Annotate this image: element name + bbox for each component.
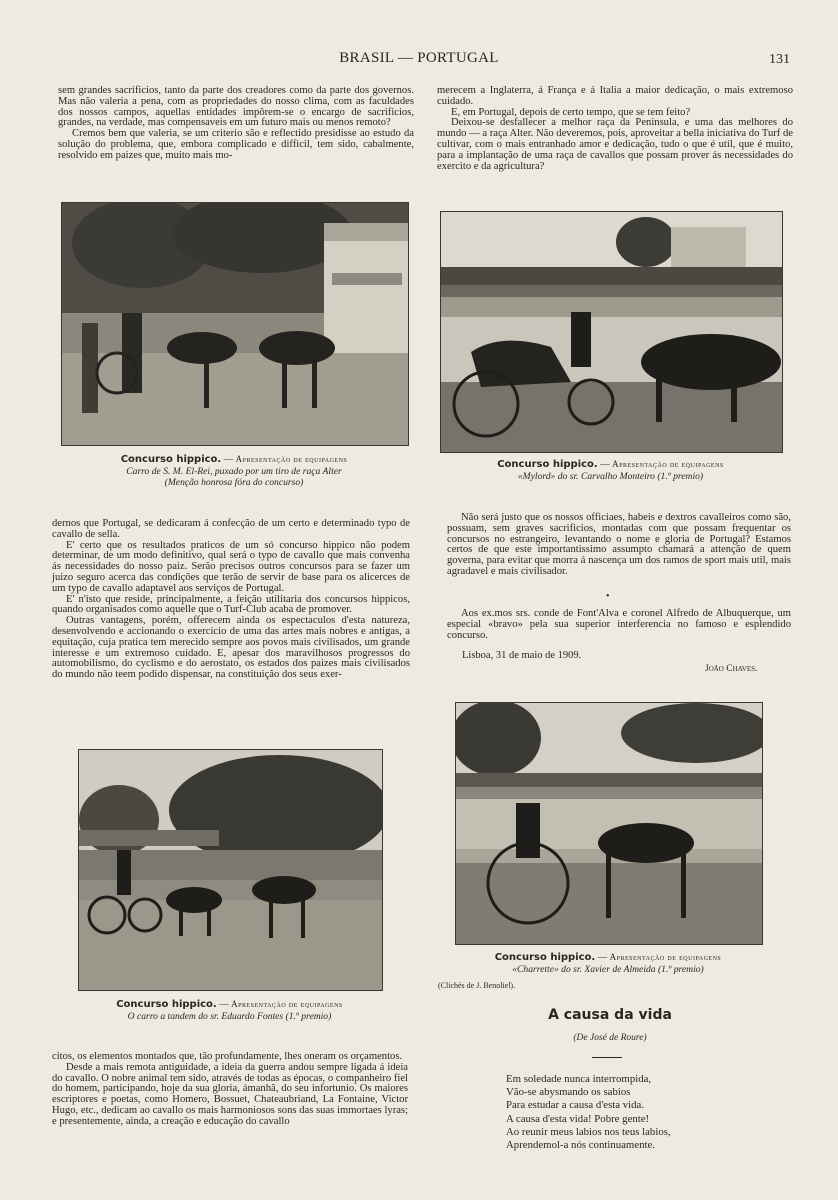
caption-sub: Apresentação de equipagens [609, 952, 722, 962]
caption-photo-4: Concurso hippico. — Apresentação de equipagens «Charrette» do sr. Xavier de Almeida (1.º premio) [455, 952, 761, 975]
caption-sub: Apresentação de equipagens [612, 459, 724, 469]
photo-royal-carriage [61, 202, 409, 446]
caption-sub: Apresentação de equipagens [235, 454, 348, 464]
paragraph: E' n'isto que reside, principalmente, a feição utilitaria dos concursos hippicos, quando organisados como aquelle que o Turf-Club acaba de promover. [52, 593, 410, 616]
paragraph: Aos ex.mos srs. conde de Font'Alva e coronel Alfredo de Albuquerque, um especial «bravo» pela sua superior interferencia no famoso e esplendido concurso. [447, 608, 791, 641]
photo-charrette [455, 702, 763, 945]
poem-text [506, 1073, 736, 1152]
caption-photo-1: Concurso hippico. — Apresentação de equipagens Carro de S. M. El-Rei, puxado por um tiro de raça Alter (Menção honrosa fóra do concurso) [61, 454, 407, 489]
photo-mylord-carriage [440, 211, 783, 453]
poem-line: Vão-se abysmando os sabios [506, 1086, 631, 1099]
text-column-middle-left [52, 519, 410, 681]
paragraph: Outras vantagens, porém, offerecem ainda os espectaculos d'esta natureza, desenvolvendo e accionando o exercicio de uma das artes mais nobres e antigas, a equitação, cuja pratica tem merecido sempre aos povos mais civilisados, um grande interesse e um extremoso cuidado. E, apesar dos maravilhosos progressos do automobilismo, do cyclismo e do aerostato, os estados dos paizes mais civilisados do mundo não teem podido dispensar, na constituição dos seus exer- [52, 615, 410, 681]
text-dedication [447, 609, 791, 641]
page-number: 131 [769, 52, 790, 67]
caption-photo-3: Concurso hippico. — Apresentação de equipagens O carro a tandem do sr. Eduardo Fontes (1.º premio) [78, 999, 381, 1022]
caption-line: «Charrette» do sr. Xavier de Almeida (1.º premio) [512, 963, 704, 975]
poem-line: A causa d'esta vida! Pobre gente! [506, 1112, 650, 1125]
caption-sub: Apresentação de equipagens [231, 999, 343, 1009]
poem-line: Em soledade nunca interrompida, [506, 1073, 652, 1085]
poem-title: A causa da vida [548, 1007, 672, 1023]
paragraph: Deixou-se desfallecer a melhor raça da Peninsula, e uma das melhores do mundo — a raça Alter. Não deveremos, pois, aproveitar a bella iniciativa do Turf de cultivar, com o mais entranhado amor e dedicação, tudo o que é util, que é muito, para a implantação de uma raça de cavallos que possam prover ás necessidades do exercito e da agricultura? [437, 117, 793, 172]
caption-photo-2: Concurso hippico. — Apresentação de equipagens «Mylord» do sr. Carvalho Monteiro (1.º premio) [440, 459, 781, 482]
text-column-top-right [437, 86, 793, 172]
page-header [0, 50, 838, 70]
paragraph: citos, os elementos montados que, tão profundamente, lhes oneram os orçamentos. [52, 1051, 403, 1062]
paragraph: merecem a Inglaterra, á França e á Italia a maior dedicação, o mais extremoso cuidado. [437, 85, 793, 107]
text-column-top-left [58, 86, 414, 162]
photo-credit: (Clichés de J. Benoliel). [438, 981, 516, 990]
running-title: BRASIL — PORTUGAL [339, 50, 499, 66]
paragraph: dernos que Portugal, se dedicaram á confecção de um certo e determinado typo de cavallo de sella. [52, 518, 410, 540]
photo-tandem-carriage [78, 749, 383, 991]
paragraph: E' certo que os resultados praticos de um só concurso hippico não podem determinar, de um modo definitivo, qual será o typo de cavallo que mais convenha ás necessidades do nosso paiz. Serão precisos outros concursos para se fazer um juizo seguro acerca das condições que terão de servir de base para os alicerces de um typo de cavallo adaptavel aos serviços de Portugal. [52, 539, 410, 594]
paragraph: sem grandes sacrificios, tanto da parte dos creadores como da parte dos governos. Mas não valeria a pena, com as propriedades do nosso clima, com as faculdades dos nossos campos, aquellas entidades impôrem-se o encargo de sacrificios, grandes, na verdade, mas compensaveis em um futuro mais ou menos remoto? [58, 85, 414, 129]
poem-divider [592, 1057, 622, 1058]
poem-line: Para estudar a causa d'esta vida. [506, 1099, 645, 1112]
poem-line: Aprendemol-a nós continuamente. [506, 1139, 656, 1152]
caption-line: Carro de S. M. El-Rei, puxado por um tiro de raça Alter [126, 465, 342, 477]
caption-lead: Concurso hippico. [120, 454, 222, 465]
caption-lead: Concurso hippico. [116, 999, 217, 1010]
paragraph: Cremos bem que valeria, se um criterio são e reflectido presidisse ao estudo da solução do problema, que, embora complicado e difficil, tem sido, cabalmente, resolvido em paizes que, muito mais mo- [58, 128, 414, 161]
caption-line: (Menção honrosa fóra do concurso) [164, 477, 304, 488]
caption-line: «Mylord» do sr. Carvalho Monteiro (1.º premio) [517, 470, 704, 482]
poem-author: (De José de Roure) [573, 1033, 647, 1043]
paragraph: E, em Portugal, depois de certo tempo, que se tem feito? [451, 106, 691, 118]
text-column-bottom-left [52, 1052, 408, 1128]
paragraph: Desde a mais remota antiguidade, a ideia da guerra andou sempre ligada á ideia do cavallo. O nobre animal tem sido, através de todas as épocas, o companheiro fiel do homem, participando, hoje da sua gloria, ámanhã, do seu infortunio. Os maiores escriptores e poetas, como Homero, Bossuet, Chateaubriand, La Fontaine, Victor Hugo, etc., dedicam ao cavallo os mais harmoniosos sons das suas immortaes lyras; e presentemente, ainda, a creação e educação do cavallo [52, 1061, 408, 1127]
paragraph: Não será justo que os nossos officiaes, habeis e dextros cavalleiros como são, possuam, sem graves sacrificios, montadas com que possam frequentar os concursos no estrangeiro, levantando o nome e gloria de Portugal? Estamos certos de que este importantissimo assumpto chamará a attenção de quem governa, para evitar que morra á nascença um dos ramos de sport mais util, mais agradavel e mais civilisador. [447, 512, 791, 577]
caption-lead: Concurso hippico. [494, 952, 596, 963]
text-column-middle-right [447, 513, 791, 578]
author-signature: João Chaves. [705, 664, 758, 674]
dateline: Lisboa, 31 de maio de 1909. [462, 650, 582, 661]
caption-lead: Concurso hippico. [497, 459, 598, 470]
caption-line: O carro a tandem do sr. Eduardo Fontes (1.º premio) [127, 1010, 332, 1022]
separator-bullet: • [606, 591, 610, 602]
poem-line: Ao reunir meus labios nos teus labios, [506, 1125, 671, 1138]
